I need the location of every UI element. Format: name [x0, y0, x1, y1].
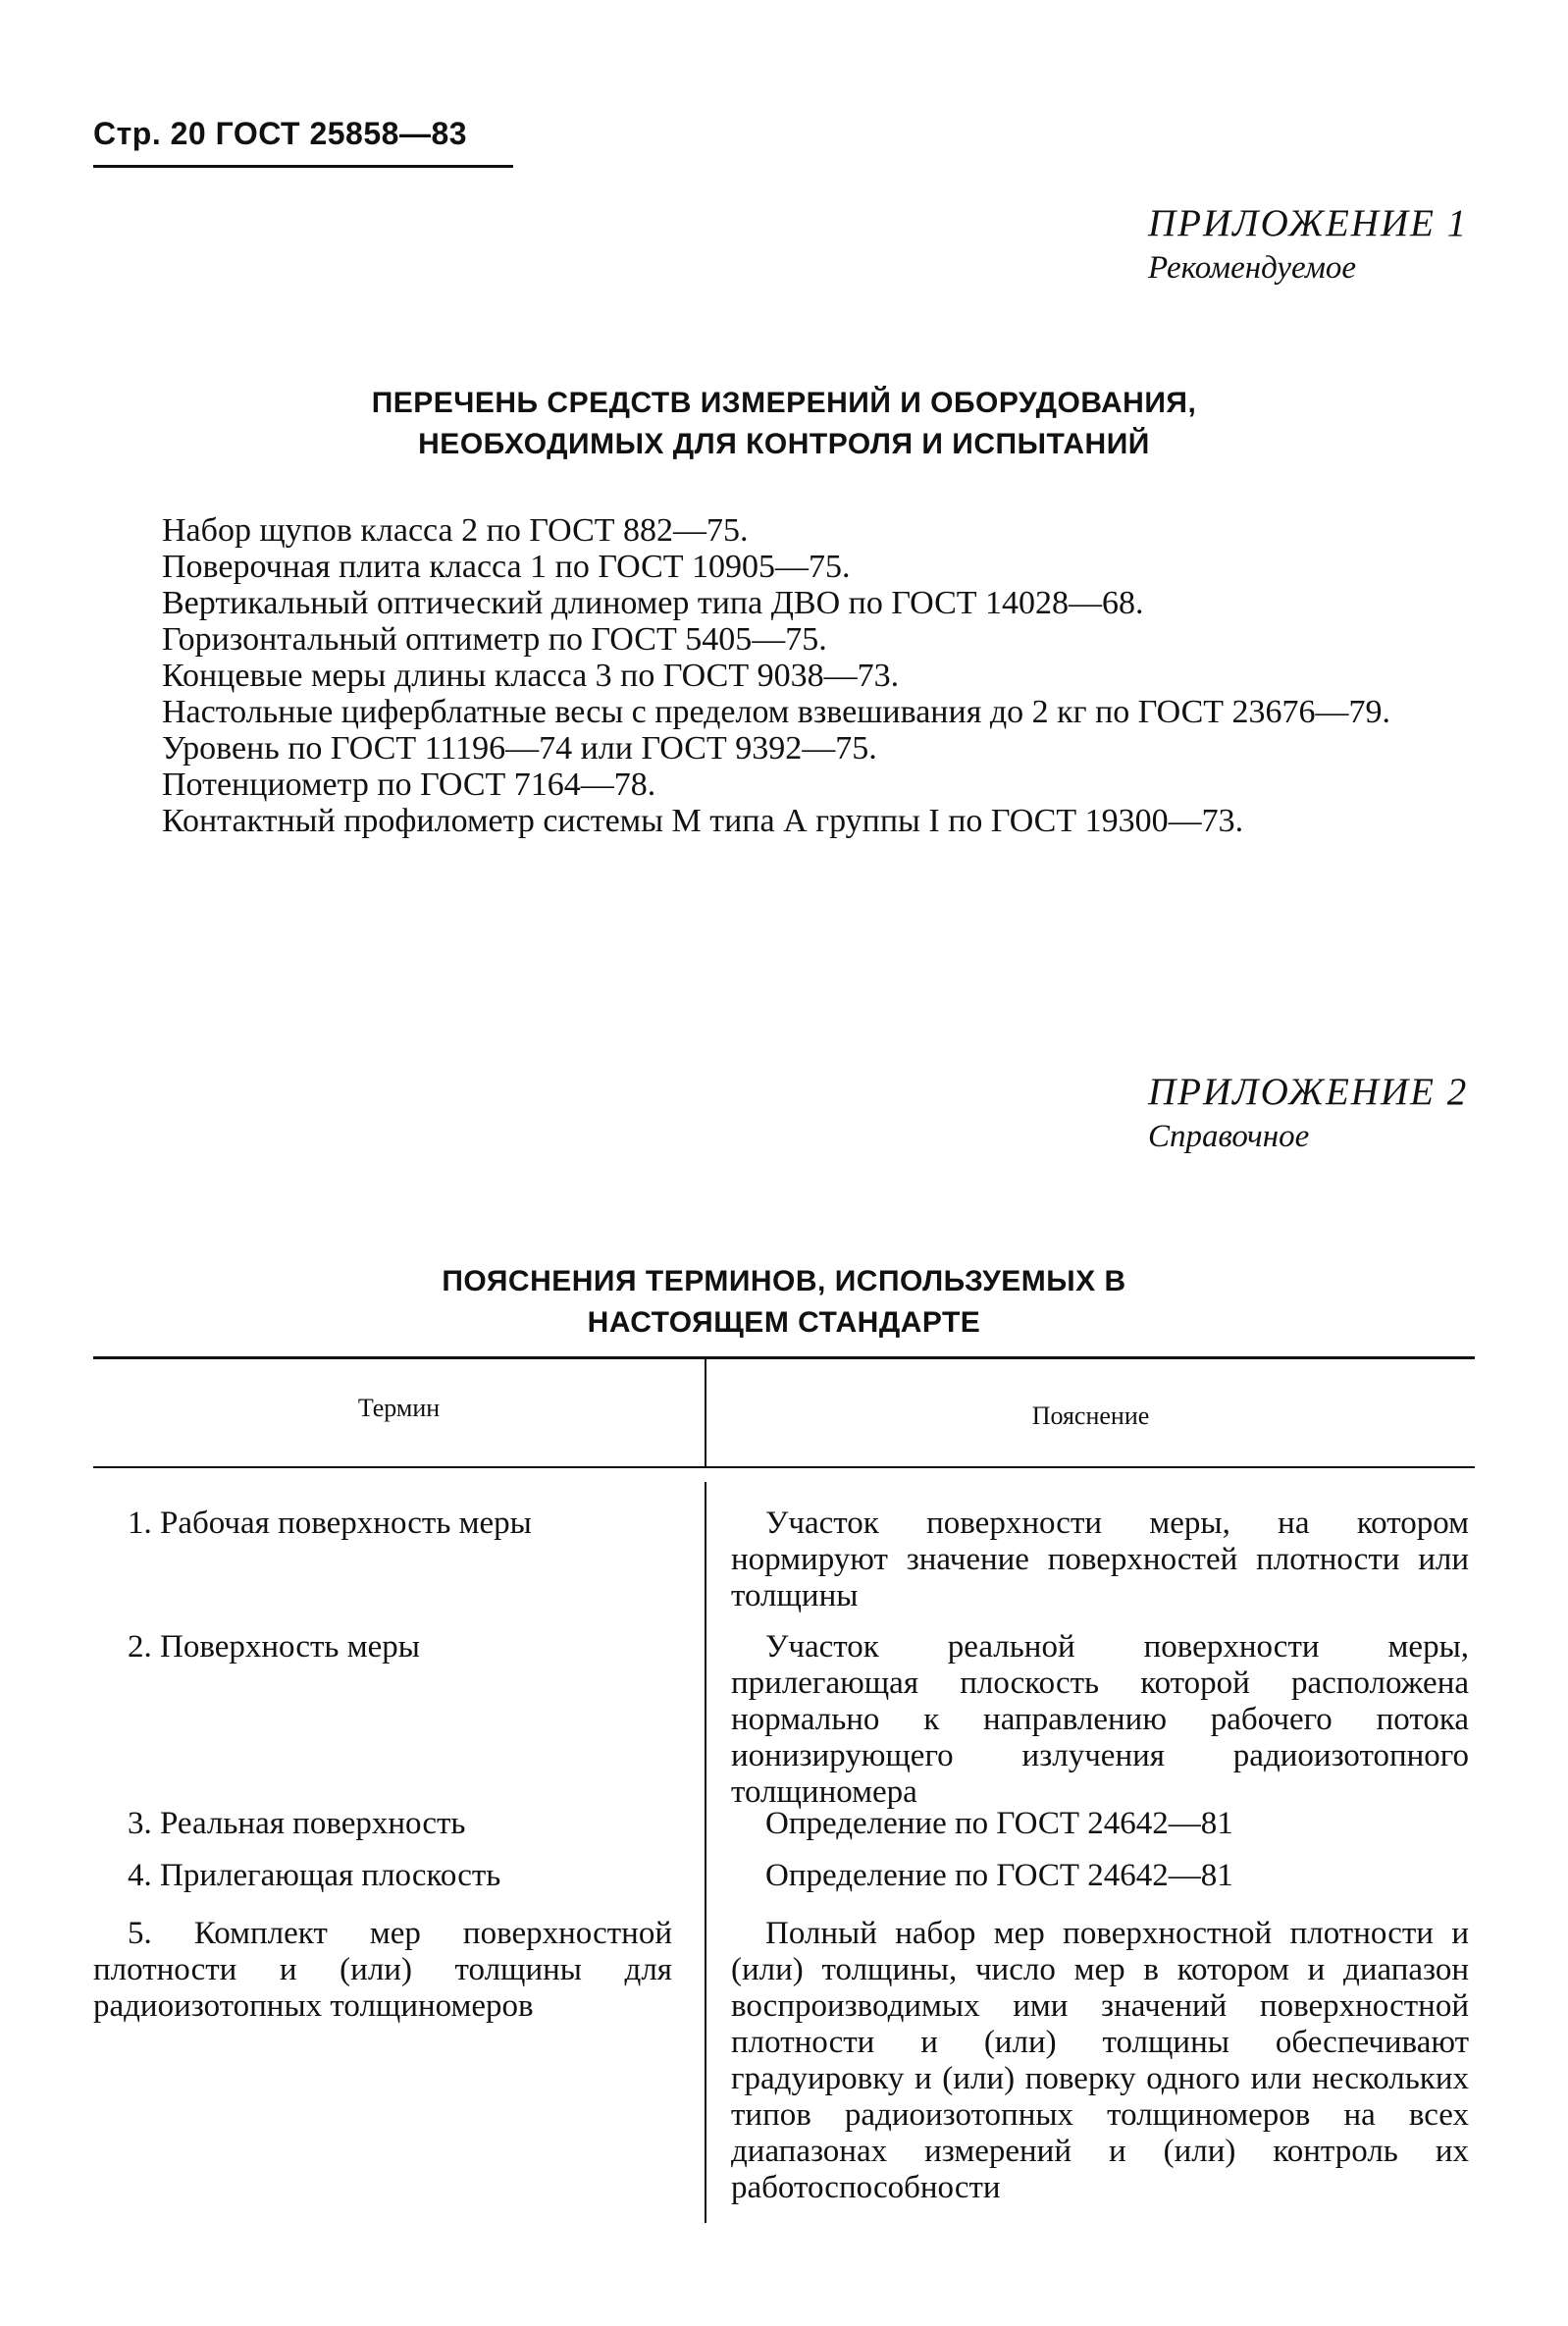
- explanation-cell: Участок реальной поверхности меры, прилегающая плоскость которой расположена нормально к направлению рабочего потока ионизирующего излучения радиоизотопного толщиномера: [731, 1629, 1469, 1810]
- equipment-item: Уровень по ГОСТ 11196—74 или ГОСТ 9392—75.: [162, 730, 877, 767]
- equipment-item: Потенциометр по ГОСТ 7164—78.: [162, 767, 656, 803]
- appendix1-title: ПРИЛОЖЕНИЕ 1: [1148, 202, 1469, 244]
- column-header-term: Термин: [357, 1394, 441, 1422]
- term-cell: 1. Рабочая поверхность меры: [128, 1506, 532, 1541]
- equipment-list: [93, 512, 1477, 839]
- appendix2-heading-line2: НАСТОЯЩЕМ СТАНДАРТЕ: [587, 1306, 981, 1339]
- appendix2-title: ПРИЛОЖЕНИЕ 2: [1148, 1071, 1469, 1113]
- appendix2-heading: [0, 1261, 1568, 1344]
- equipment-item: Вертикальный оптический длиномер типа ДВО по ГОСТ 14028—68.: [162, 585, 1144, 621]
- table-top-rule: [93, 1356, 1475, 1359]
- term-cell: 2. Поверхность меры: [128, 1629, 420, 1665]
- explanation-cell: Участок поверхности меры, на котором нормируют значение поверхностей плотности или толщины: [731, 1506, 1469, 1613]
- equipment-item: Поверочная плита класса 1 по ГОСТ 10905—75.: [162, 549, 851, 585]
- appendix1-heading-line1: ПЕРЕЧЕНЬ СРЕДСТВ ИЗМЕРЕНИЙ И ОБОРУДОВАНИЯ,: [371, 387, 1197, 419]
- term-cell: 4. Прилегающая плоскость: [128, 1858, 501, 1893]
- equipment-item: Контактный профилометр системы М типа А группы I по ГОСТ 19300—73.: [162, 803, 1244, 839]
- equipment-item: Настольные циферблатные весы с пределом взвешивания до 2 кг по ГОСТ 23676—79.: [162, 694, 1391, 730]
- appendix1-heading: [0, 383, 1568, 465]
- explanation-cell: Полный набор мер поверхностной плотности и (или) толщины, число мер в котором и диапазон воспроизводимых ими значений поверхностной плотности и (или) толщины обеспечивают градуировку и (или) поверку одного или нескольких типов радиоизотопных толщиномеров на всех диапазонах измерений и (или) контроль их работоспособности: [731, 1916, 1469, 2205]
- term-cell: 3. Реальная поверхность: [128, 1806, 466, 1841]
- appendix2-status: Справочное: [1148, 1119, 1310, 1154]
- explanation-cell: Определение по ГОСТ 24642—81: [765, 1858, 1233, 1893]
- equipment-item: Набор щупов класса 2 по ГОСТ 882—75.: [162, 512, 749, 549]
- explanation-cell: Определение по ГОСТ 24642—81: [765, 1806, 1233, 1841]
- term-cell: 5. Комплект мер поверхностной плотности и (или) толщины для радиоизотопных толщиномеров: [93, 1916, 672, 2024]
- column-header-explanation: Пояснение: [1031, 1401, 1150, 1430]
- equipment-item: Концевые меры длины класса 3 по ГОСТ 9038—73.: [162, 658, 900, 694]
- equipment-item: Горизонтальный оптиметр по ГОСТ 5405—75.: [162, 621, 827, 658]
- appendix2-heading-line1: ПОЯСНЕНИЯ ТЕРМИНОВ, ИСПОЛЬЗУЕМЫХ В: [442, 1265, 1126, 1297]
- appendix1-status: Рекомендуемое: [1148, 250, 1357, 286]
- table-header-rule: [93, 1466, 1475, 1468]
- header-underline: [93, 165, 513, 168]
- page-header: Стр. 20 ГОСТ 25858—83: [93, 116, 468, 151]
- appendix1-heading-line2: НЕОБХОДИМЫХ ДЛЯ КОНТРОЛЯ И ИСПЫТАНИЙ: [418, 428, 1150, 460]
- table-body-divider: [705, 1482, 706, 2223]
